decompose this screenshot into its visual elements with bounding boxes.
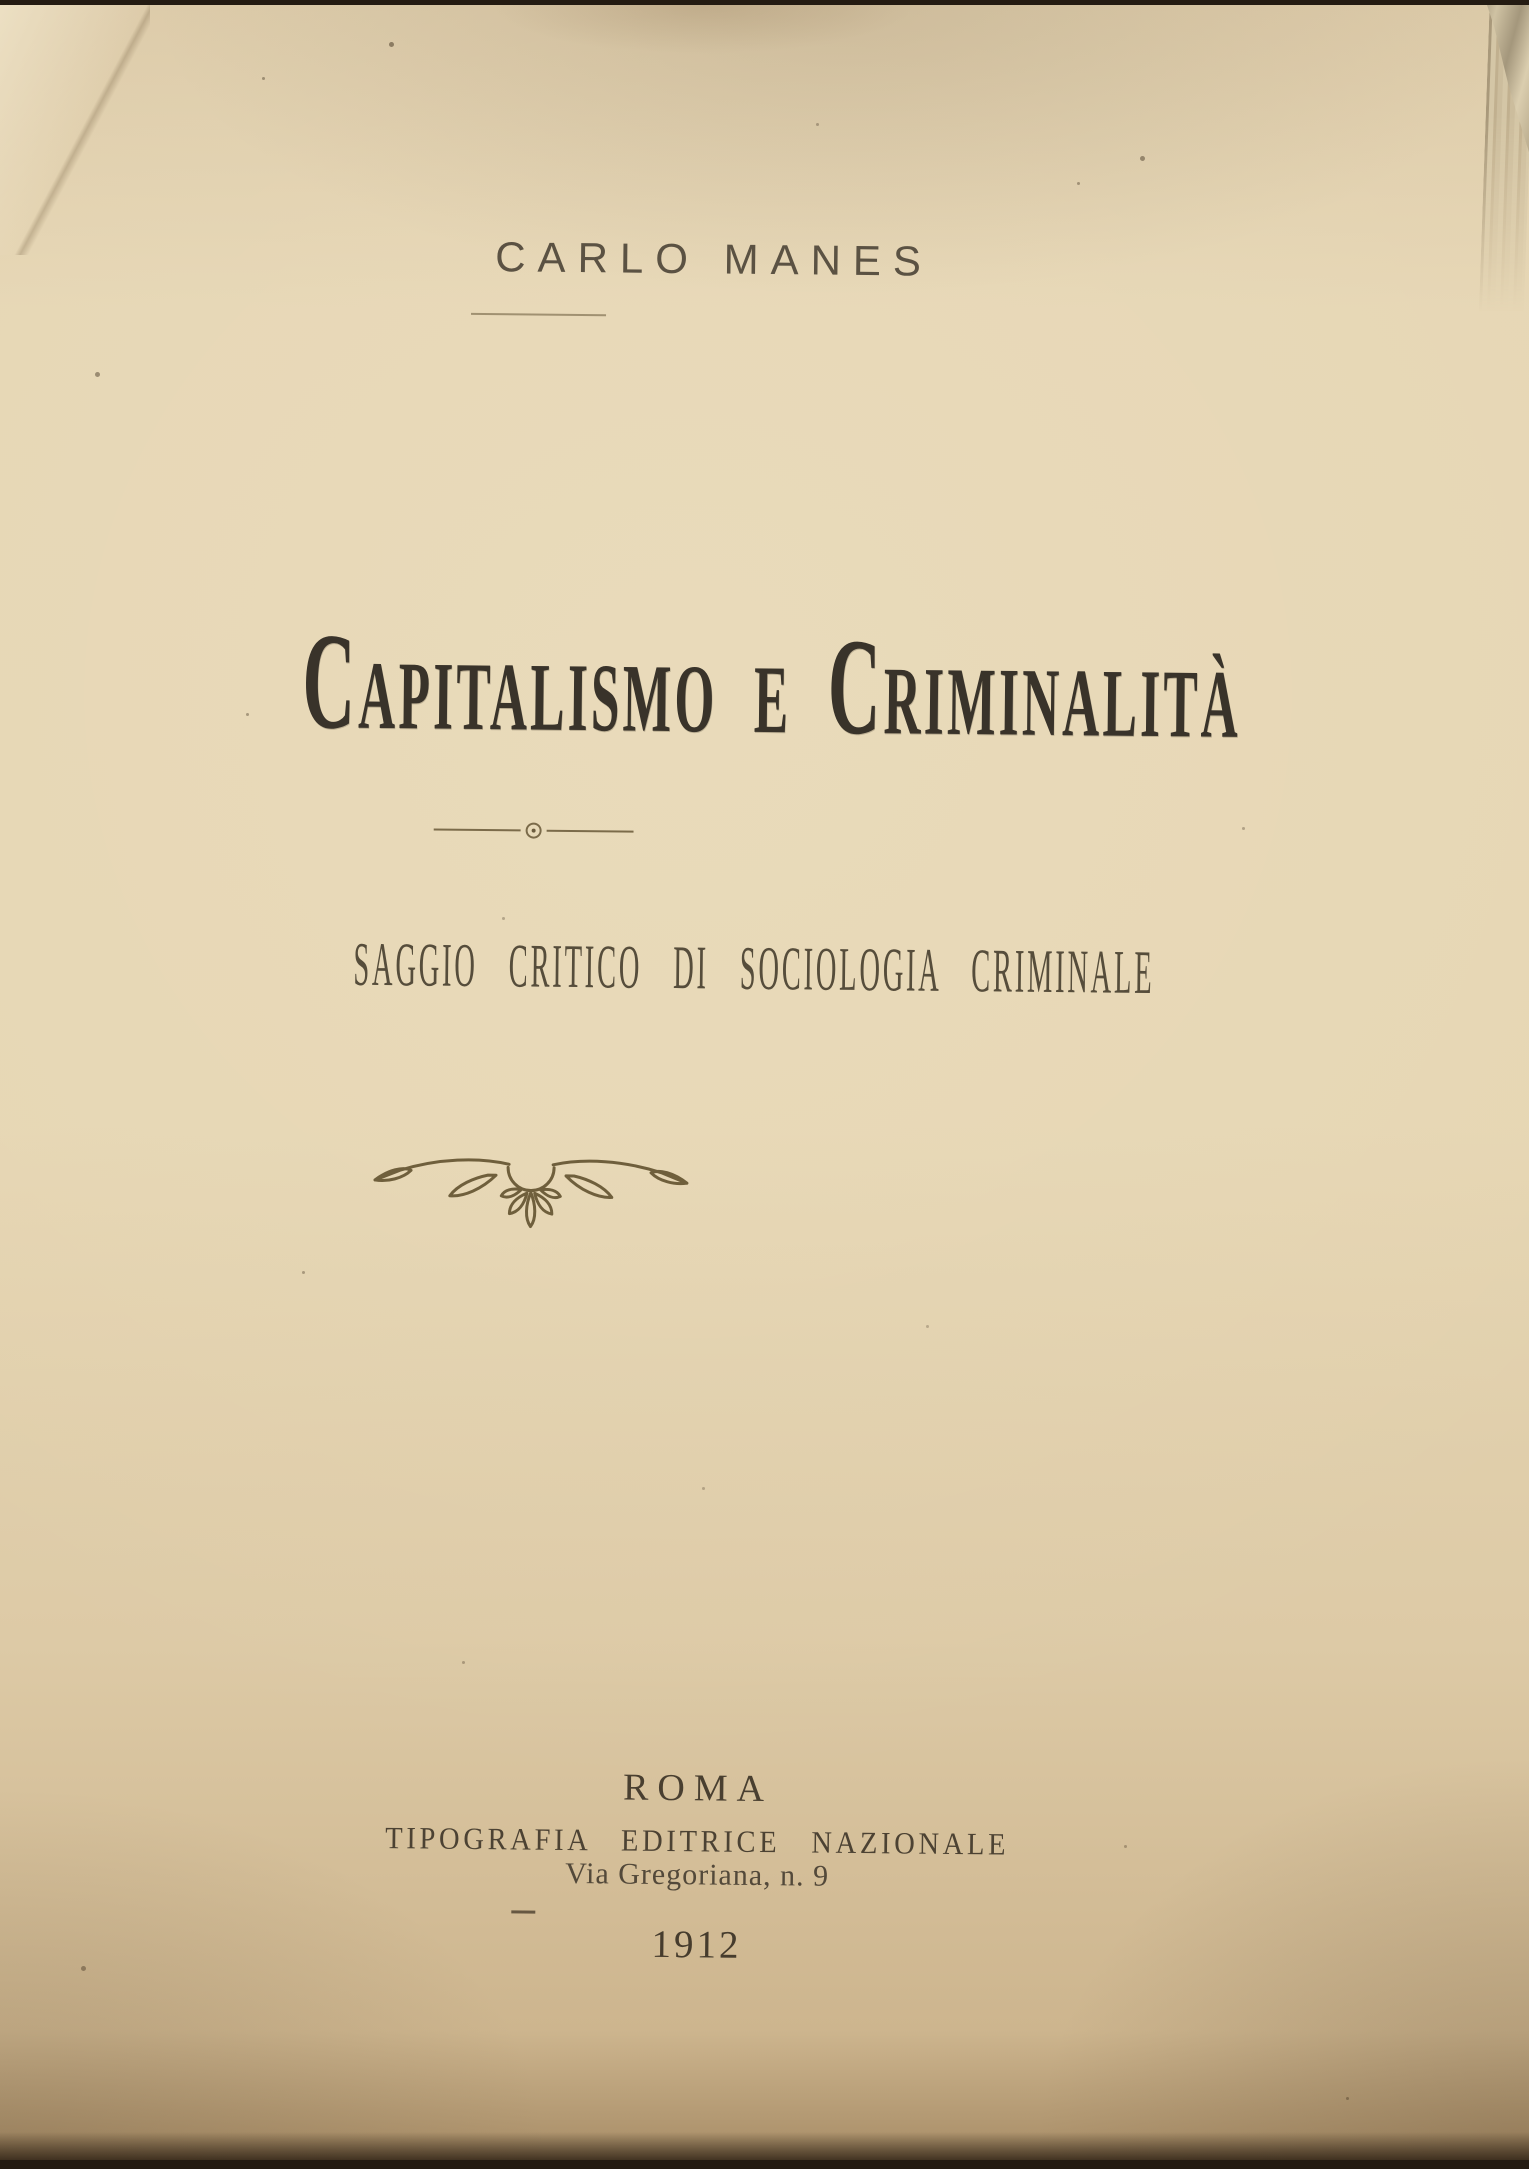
book-title-page xyxy=(0,5,1529,2160)
flourish-ornament-icon xyxy=(365,1149,696,1247)
author-rule-divider xyxy=(471,313,606,316)
book-title-text: Capitalismo e Criminalità xyxy=(301,604,1243,767)
imprint-publisher-text: TIPOGRAFIA EDITRICE NAZIONALE xyxy=(385,1820,1010,1862)
imprint-city: ROMA xyxy=(622,1766,774,1811)
book-title xyxy=(0,604,1529,767)
paper-speckles xyxy=(0,5,3,8)
imprint-address: Via Gregoriana, n. 9 xyxy=(565,1856,830,1893)
ring-divider xyxy=(434,819,634,843)
imprint-year: 1912 xyxy=(651,1922,742,1967)
book-subtitle-text: SAGGIO CRITICO DI SOCIOLOGIA CRIMINALE xyxy=(353,930,1155,1008)
author-name: CARLO MANES xyxy=(495,233,934,285)
bottom-edge-shadow xyxy=(0,2132,1529,2160)
imprint-dash-divider xyxy=(511,1910,535,1913)
book-subtitle xyxy=(0,929,1529,1008)
